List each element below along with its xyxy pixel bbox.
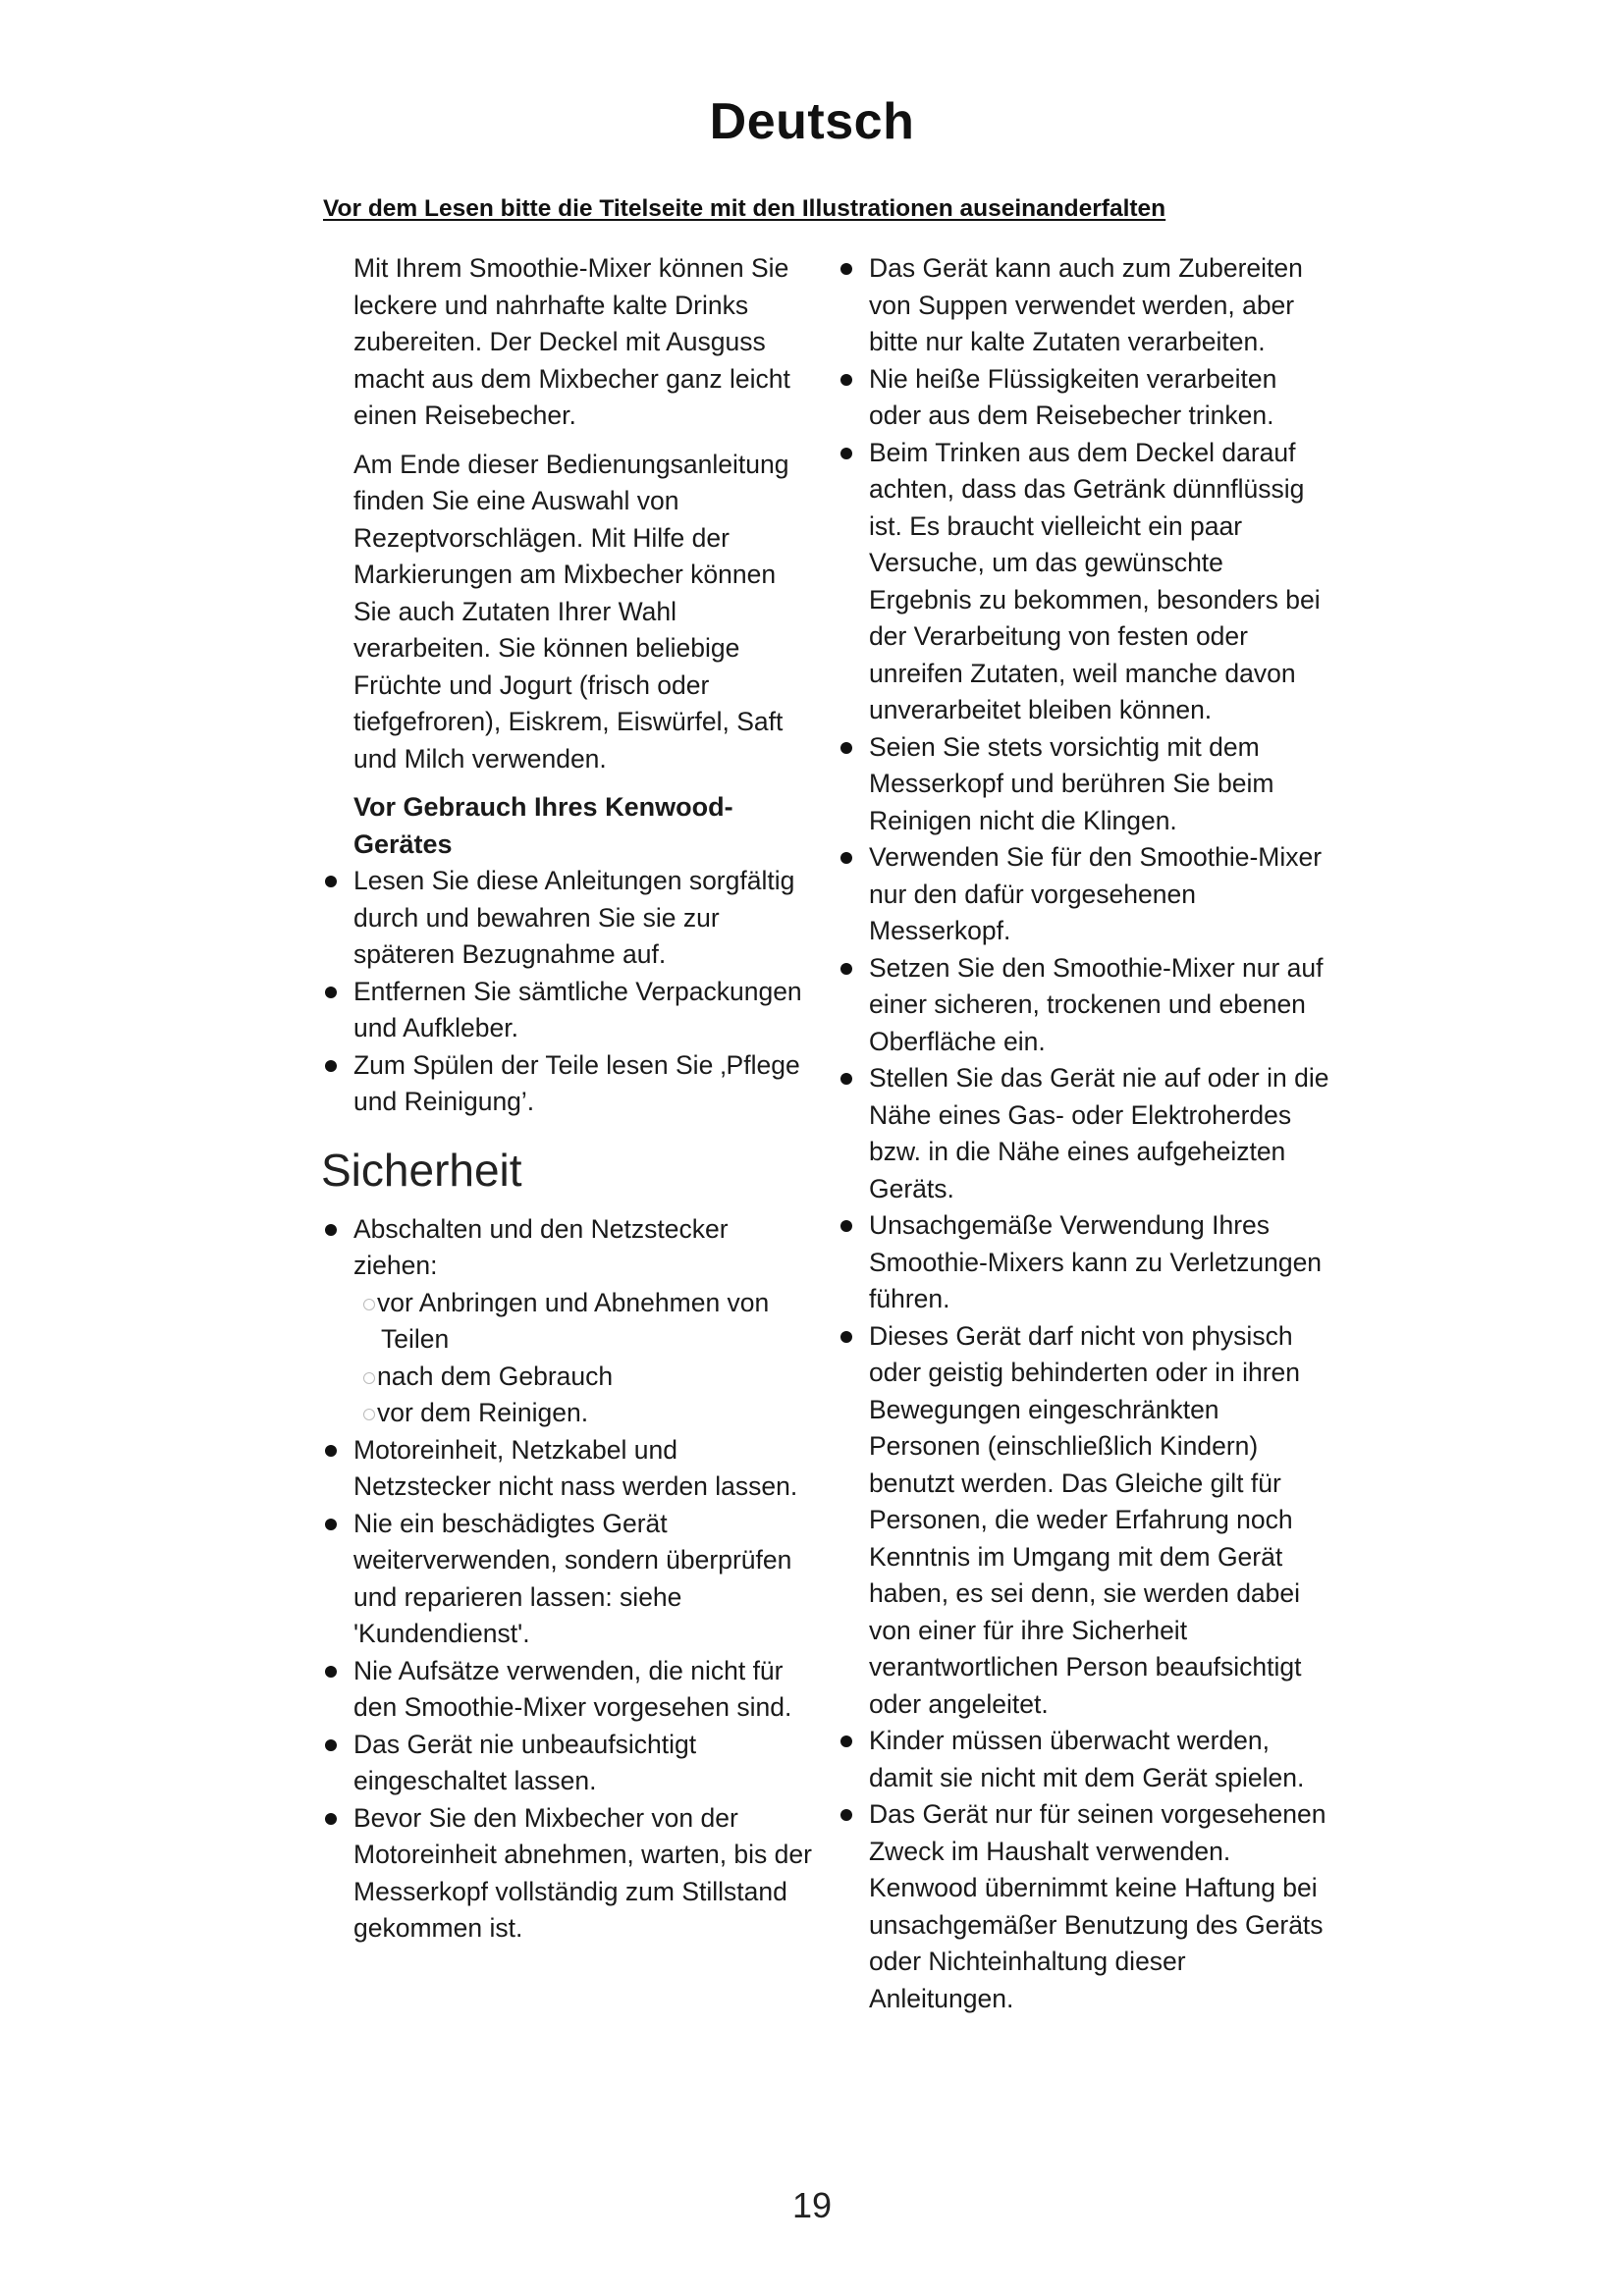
bullet-icon xyxy=(840,742,852,754)
sub-list: vor Anbringen und Abnehmen von Teilen nach dem Gebrauch vor dem Reinigen. xyxy=(353,1285,815,1432)
list-item: Seien Sie stets vorsichtig mit dem Messerkopf und berühren Sie beim Reinigen nicht die Klingen. xyxy=(869,729,1330,840)
list-item: Lesen Sie diese Anleitungen sorgfältig durch und bewahren Sie sie zur späteren Bezugnahme auf. xyxy=(353,863,815,974)
bullet-icon xyxy=(840,1331,852,1343)
bullet-icon xyxy=(840,263,852,275)
list-item: Dieses Gerät darf nicht von physisch oder geistig behinderten oder in ihren Bewegungen eingeschränkten Personen (einschließlich Kindern) benutzt werden. Das Gleiche gilt für Personen, die weder Erfahrung noch Kenntnis im Umgang mit dem Gerät haben, es sei denn, sie werden dabei von einer für ihre Sicherheit verantwortlichen Person beaufsichtigt oder angeleitet. xyxy=(869,1318,1330,1724)
circle-bullet-icon xyxy=(363,1409,375,1420)
list-item: Abschalten und den Netzstecker ziehen: vor Anbringen und Abnehmen von Teilen nach dem Gebrauch vor dem Reinigen. xyxy=(353,1211,815,1432)
page-number: 19 xyxy=(791,2185,833,2225)
before-use-list xyxy=(353,863,815,1121)
list-item: Motoreinheit, Netzkabel und Netzstecker nicht nass werden lassen. xyxy=(353,1432,815,1506)
safety-list-continued xyxy=(869,250,1330,2017)
intro-paragraph-1: Mit Ihrem Smoothie-Mixer können Sie leckere und nahrhafte kalte Drinks zubereiten. Der Deckel mit Ausguss macht aus dem Mixbecher ganz leicht einen Reisebecher. xyxy=(353,253,790,430)
list-item: Nie ein beschädigtes Gerät weiterverwenden, sondern überprüfen und reparieren lassen: siehe 'Kundendienst'. xyxy=(353,1506,815,1653)
list-item: Unsachgemäße Verwendung Ihres Smoothie-Mixers kann zu Verletzungen führen. xyxy=(869,1207,1330,1318)
bullet-icon xyxy=(840,374,852,386)
list-item: Nie heiße Flüssigkeiten verarbeiten oder aus dem Reisebecher trinken. xyxy=(869,361,1330,435)
list-item: Stellen Sie das Gerät nie auf oder in die Nähe eines Gas- oder Elektroherdes bzw. in die Nähe eines aufgeheizten Geräts. xyxy=(869,1060,1330,1207)
list-item: Setzen Sie den Smoothie-Mixer nur auf einer sicheren, trockenen und ebenen Oberfläche ein. xyxy=(869,950,1330,1061)
page-title: Deutsch xyxy=(709,93,915,150)
left-column xyxy=(321,250,815,1948)
right-column xyxy=(869,250,1330,2017)
circle-bullet-icon xyxy=(363,1372,375,1384)
list-item: Das Gerät nie unbeaufsichtigt eingeschaltet lassen. xyxy=(353,1727,815,1800)
list-item: Das Gerät nur für seinen vorgesehenen Zweck im Haushalt verwenden. Kenwood übernimmt keine Haftung bei unsachgemäßer Benutzung des Geräts oder Nichteinhaltung dieser Anleitungen. xyxy=(869,1796,1330,2017)
bullet-icon xyxy=(325,987,337,998)
fold-out-instruction: Vor dem Lesen bitte die Titelseite mit den Illustrationen auseinanderfalten xyxy=(323,195,1166,222)
bullet-icon xyxy=(325,1445,337,1457)
safety-heading: Sicherheit xyxy=(321,1144,522,1196)
bullet-icon xyxy=(840,1809,852,1821)
list-item: Zum Spülen der Teile lesen Sie ‚Pflege und Reinigung’. xyxy=(353,1047,815,1121)
bullet-icon xyxy=(325,1060,337,1072)
bullet-icon xyxy=(840,1220,852,1232)
list-item: Bevor Sie den Mixbecher von der Motoreinheit abnehmen, warten, bis der Messerkopf vollständig zum Stillstand gekommen ist. xyxy=(353,1800,815,1948)
list-item: Verwenden Sie für den Smoothie-Mixer nur den dafür vorgesehenen Messerkopf. xyxy=(869,839,1330,950)
bullet-icon xyxy=(325,876,337,887)
bullet-icon xyxy=(325,1519,337,1530)
bullet-icon xyxy=(840,1735,852,1747)
intro-paragraph-2: Am Ende dieser Bedienungsanleitung finden Sie eine Auswahl von Rezeptvorschlägen. Mit Hilfe der Markierungen am Mixbecher können Sie auch Zutaten Ihrer Wahl verarbeiten. Sie können beliebige Früchte und Jogurt (frisch oder tiefgefroren), Eiskrem, Eiswürfel, Saft und Milch verwenden. xyxy=(353,449,789,774)
bullet-icon xyxy=(325,1224,337,1236)
list-item: Beim Trinken aus dem Deckel darauf achten, dass das Getränk dünnflüssig ist. Es braucht vielleicht ein paar Versuche, um das gewünschte Ergebnis zu bekommen, besonders bei der Verarbeitung von festen oder unreifen Zutaten, weil manche davon unverarbeitet bleiben können. xyxy=(869,435,1330,729)
before-use-heading: Vor Gebrauch Ihres Kenwood-Gerätes xyxy=(353,792,733,859)
bullet-icon xyxy=(840,963,852,975)
list-item: Das Gerät kann auch zum Zubereiten von Suppen verwendet werden, aber bitte nur kalte Zutaten verarbeiten. xyxy=(869,250,1330,361)
list-item: Kinder müssen überwacht werden, damit sie nicht mit dem Gerät spielen. xyxy=(869,1723,1330,1796)
safety-list xyxy=(353,1211,815,1948)
list-item: Nie Aufsätze verwenden, die nicht für den Smoothie-Mixer vorgesehen sind. xyxy=(353,1653,815,1727)
circle-bullet-icon xyxy=(363,1299,375,1310)
list-item: Entfernen Sie sämtliche Verpackungen und Aufkleber. xyxy=(353,974,815,1047)
bullet-icon xyxy=(325,1813,337,1825)
bullet-icon xyxy=(325,1739,337,1751)
bullet-icon xyxy=(840,852,852,864)
bullet-icon xyxy=(840,448,852,459)
bullet-icon xyxy=(840,1073,852,1085)
bullet-icon xyxy=(325,1666,337,1678)
